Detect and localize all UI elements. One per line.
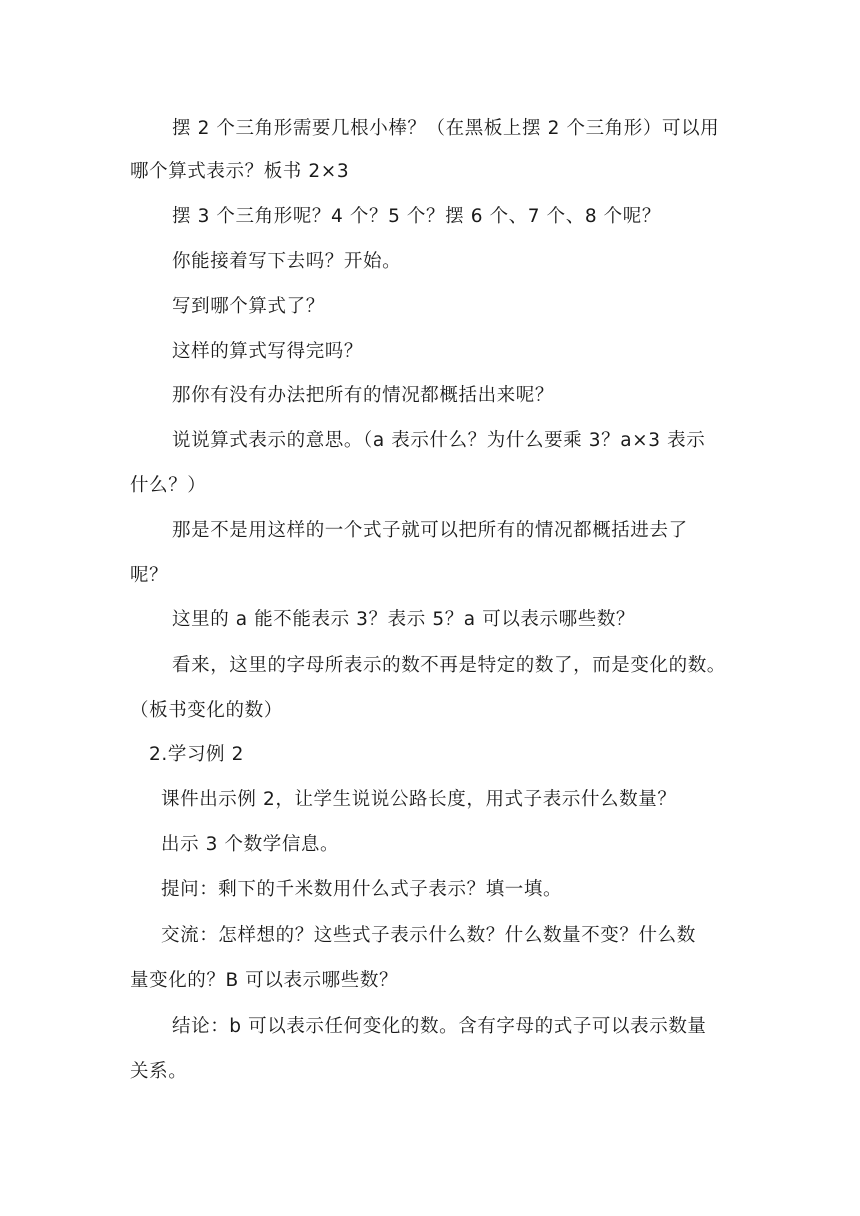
paragraph-line: 说说算式表示的意思。（a 表示什么？为什么要乘 3？a×3 表示	[172, 430, 706, 451]
paragraph-line: 提问：剩下的千米数用什么式子表示？填一填。	[161, 879, 563, 900]
paragraph-line: 这里的 a 能不能表示 3？表示 5？a 可以表示哪些数？	[172, 609, 636, 630]
paragraph-line: 摆 2 个三角形需要几根小棒？（在黑板上摆 2 个三角形）可以用	[172, 118, 720, 139]
paragraph-line: 哪个算式表示？板书 2×3	[130, 161, 350, 182]
section-heading: 2.学习例 2	[149, 744, 245, 765]
paragraph-line: 什么？）	[130, 475, 207, 496]
paragraph-line: 出示 3 个数学信息。	[161, 834, 340, 855]
paragraph-line: 这样的算式写得完吗？	[172, 341, 364, 362]
paragraph-line: 摆 3 个三角形呢？4 个？5 个？摆 6 个、7 个、8 个呢？	[172, 206, 661, 227]
paragraph-line: 你能接着写下去吗？开始。	[172, 251, 402, 272]
paragraph-line: 交流：怎样想的？这些式子表示什么数？什么数量不变？什么数	[161, 925, 696, 946]
paragraph-line: 结论：b 可以表示任何变化的数。含有字母的式子可以表示数量	[172, 1016, 707, 1037]
paragraph-line: 关系。	[130, 1061, 188, 1082]
paragraph-line: 量变化的？B 可以表示哪些数？	[130, 970, 399, 991]
paragraph-line: （板书变化的数）	[130, 700, 283, 721]
paragraph-line: 看来，这里的字母所表示的数不再是特定的数了，而是变化的数。	[172, 655, 726, 676]
paragraph-line: 那是不是用这样的一个式子就可以把所有的情况都概括进去了	[172, 520, 688, 541]
paragraph-line: 呢？	[130, 565, 169, 586]
paragraph-line: 写到哪个算式了？	[172, 296, 325, 317]
paragraph-line: 课件出示例 2，让学生说说公路长度，用式子表示什么数量？	[161, 789, 677, 810]
paragraph-line: 那你有没有办法把所有的情况都概括出来呢？	[172, 385, 555, 406]
